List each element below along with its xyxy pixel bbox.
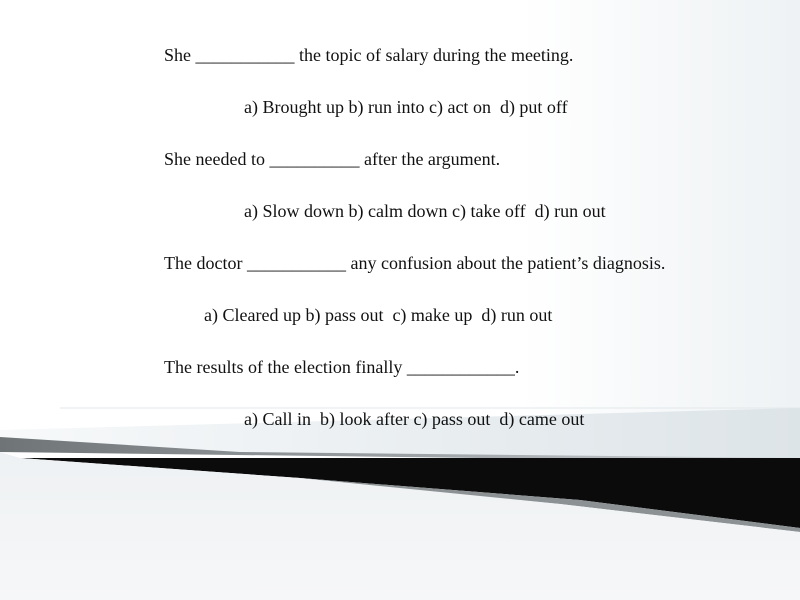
- question-4-options: a) Call in b) look after c) pass out d) came out: [244, 409, 585, 429]
- question-3-options: a) Cleared up b) pass out c) make up d) run out: [204, 305, 553, 325]
- question-4: The results of the election finally ____________.: [164, 357, 520, 377]
- question-1: She ___________ the topic of salary during the meeting.: [164, 45, 574, 65]
- question-1-options: a) Brought up b) run into c) act on d) put off: [244, 97, 568, 117]
- question-3: The doctor ___________ any confusion about the patient’s diagnosis.: [164, 253, 666, 273]
- question-2: She needed to __________ after the argument.: [164, 149, 501, 169]
- question-2-options: a) Slow down b) calm down c) take off d) run out: [244, 201, 606, 221]
